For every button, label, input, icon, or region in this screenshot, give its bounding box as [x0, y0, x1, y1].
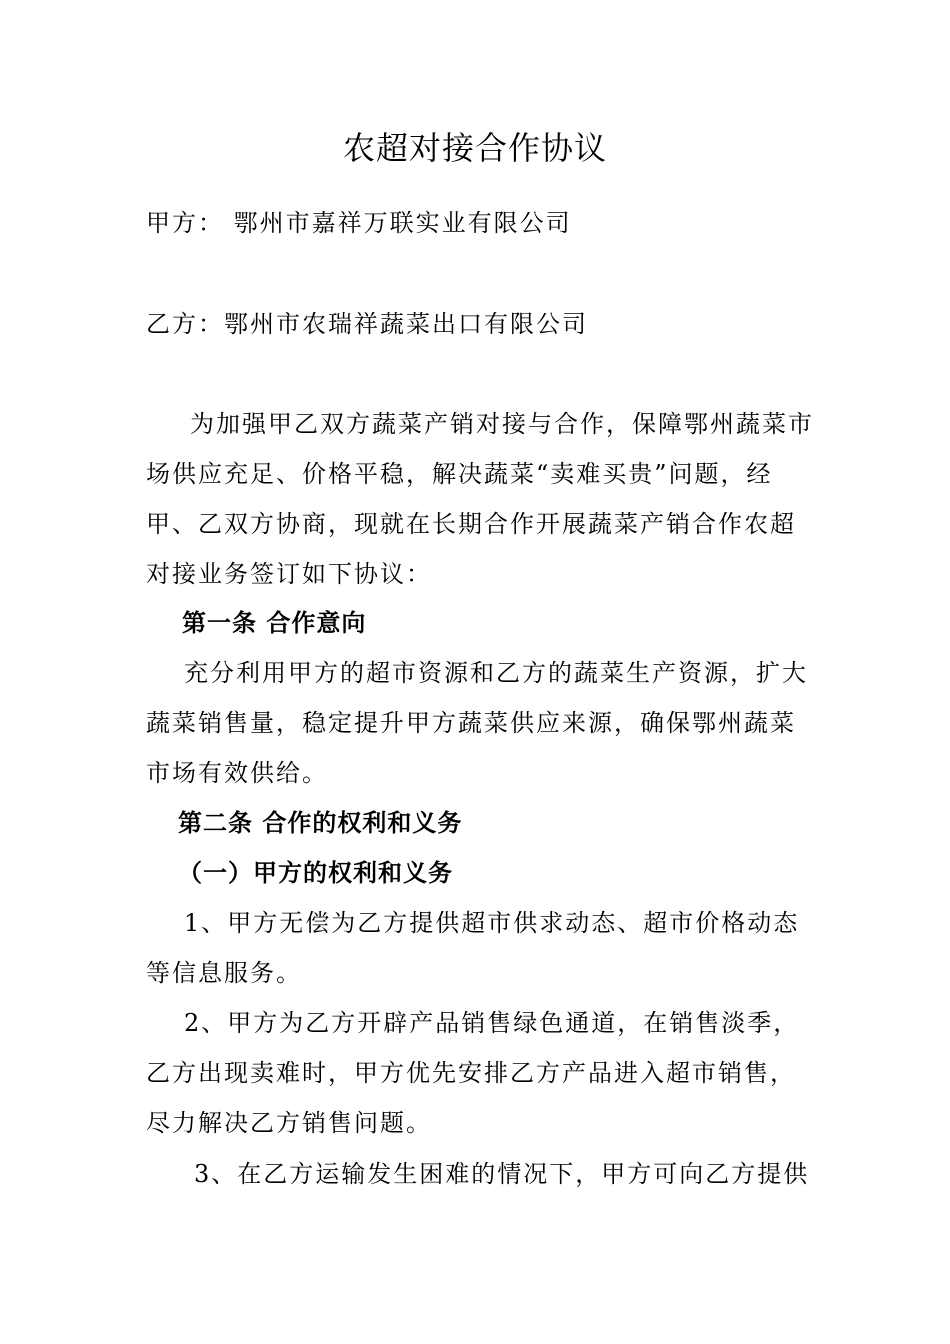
article-2-heading: 第二条 合作的权利和义务 [178, 809, 463, 837]
intro-line-4: 对接业务签订如下协议： [146, 560, 432, 588]
article-1-line-1: 充分利用甲方的超市资源和乙方的蔬菜生产资源，扩大 [184, 659, 808, 687]
party-a: 甲方： 鄂州市嘉祥万联实业有限公司 [146, 209, 572, 237]
intro-line-3: 甲、乙双方协商，现就在长期合作开展蔬菜产销合作农超 [146, 510, 796, 538]
item-3-line-1: 3、在乙方运输发生困难的情况下，甲方可向乙方提供 [194, 1160, 810, 1188]
document-title: 农超对接合作协议 [342, 129, 607, 167]
item-2-line-2: 乙方出现卖难时，甲方优先安排乙方产品进入超市销售， [146, 1059, 796, 1087]
item-2-line-3: 尽力解决乙方销售问题。 [146, 1109, 432, 1137]
party-b: 乙方：鄂州市农瑞祥蔬菜出口有限公司 [146, 310, 588, 338]
item-1-line-1: 1、甲方无偿为乙方提供超市供求动态、超市价格动态 [184, 909, 800, 937]
item-2-line-1: 2、甲方为乙方开辟产品销售绿色通道，在销售淡季， [184, 1009, 800, 1037]
article-1-heading: 第一条 合作意向 [182, 609, 367, 637]
article-1-line-2: 蔬菜销售量，稳定提升甲方蔬菜供应来源，确保鄂州蔬菜 [146, 709, 796, 737]
item-1-line-2: 等信息服务。 [146, 959, 302, 987]
article-1-line-3: 市场有效供给。 [146, 759, 328, 787]
intro-line-2: 场供应充足、价格平稳，解决蔬菜“卖难买贵”问题，经 [146, 460, 773, 488]
section-1-heading: （一）甲方的权利和义务 [178, 859, 453, 887]
intro-line-1: 为加强甲乙双方蔬菜产销对接与合作，保障鄂州蔬菜市 [190, 410, 814, 438]
